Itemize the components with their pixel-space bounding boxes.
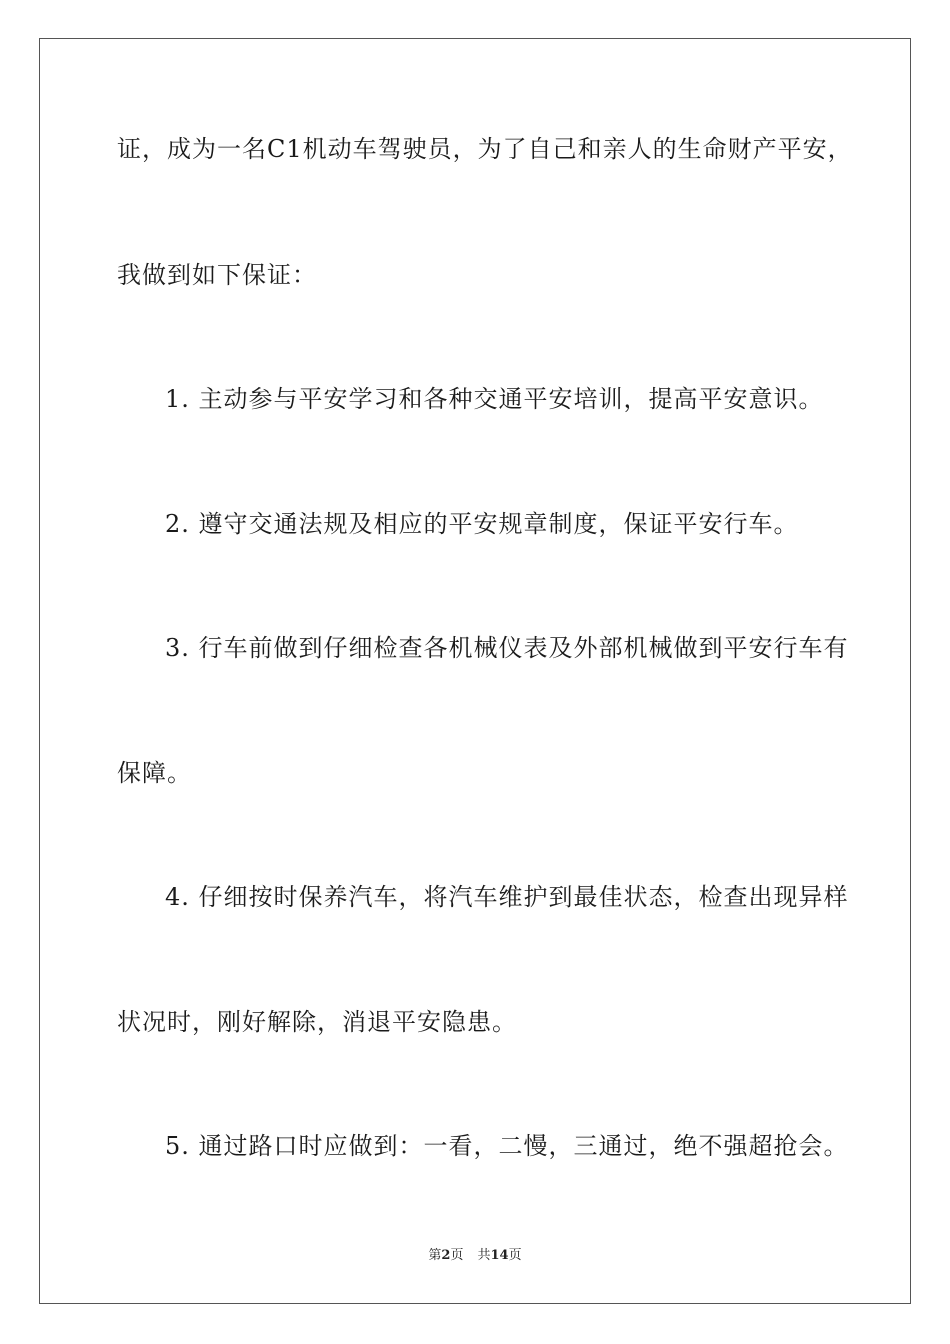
list-item-4: 4. 仔细按时保养汽车，将汽车维护到最佳状态，检查出现异样 [165,883,849,911]
paragraph-line: 状况时，刚好解除，消退平安隐患。 [117,1008,517,1036]
total-pages: 14 [490,1248,509,1263]
total-suffix: 页 [508,1248,522,1263]
page-footer [0,1246,950,1266]
page-border [39,38,911,1304]
page-number: 2 [441,1248,451,1263]
list-item-2: 2. 遵守交通法规及相应的平安规章制度，保证平安行车。 [165,510,799,538]
list-item-5: 5. 通过路口时应做到：一看，二慢，三通过，绝不强超抢会。 [165,1132,849,1160]
list-item-1: 1. 主动参与平安学习和各种交通平安培训，提高平安意识。 [165,385,824,413]
total-prefix: 共 [477,1248,491,1263]
page-suffix: 页 [450,1248,464,1263]
paragraph-line: 证，成为一名C1机动车驾驶员，为了自己和亲人的生命财产平安， [117,135,853,163]
paragraph-line: 保障。 [117,759,192,787]
paragraph-line: 我做到如下保证： [117,261,317,289]
page-prefix: 第 [428,1248,442,1263]
list-item-3: 3. 行车前做到仔细检查各机械仪表及外部机械做到平安行车有 [165,634,849,662]
